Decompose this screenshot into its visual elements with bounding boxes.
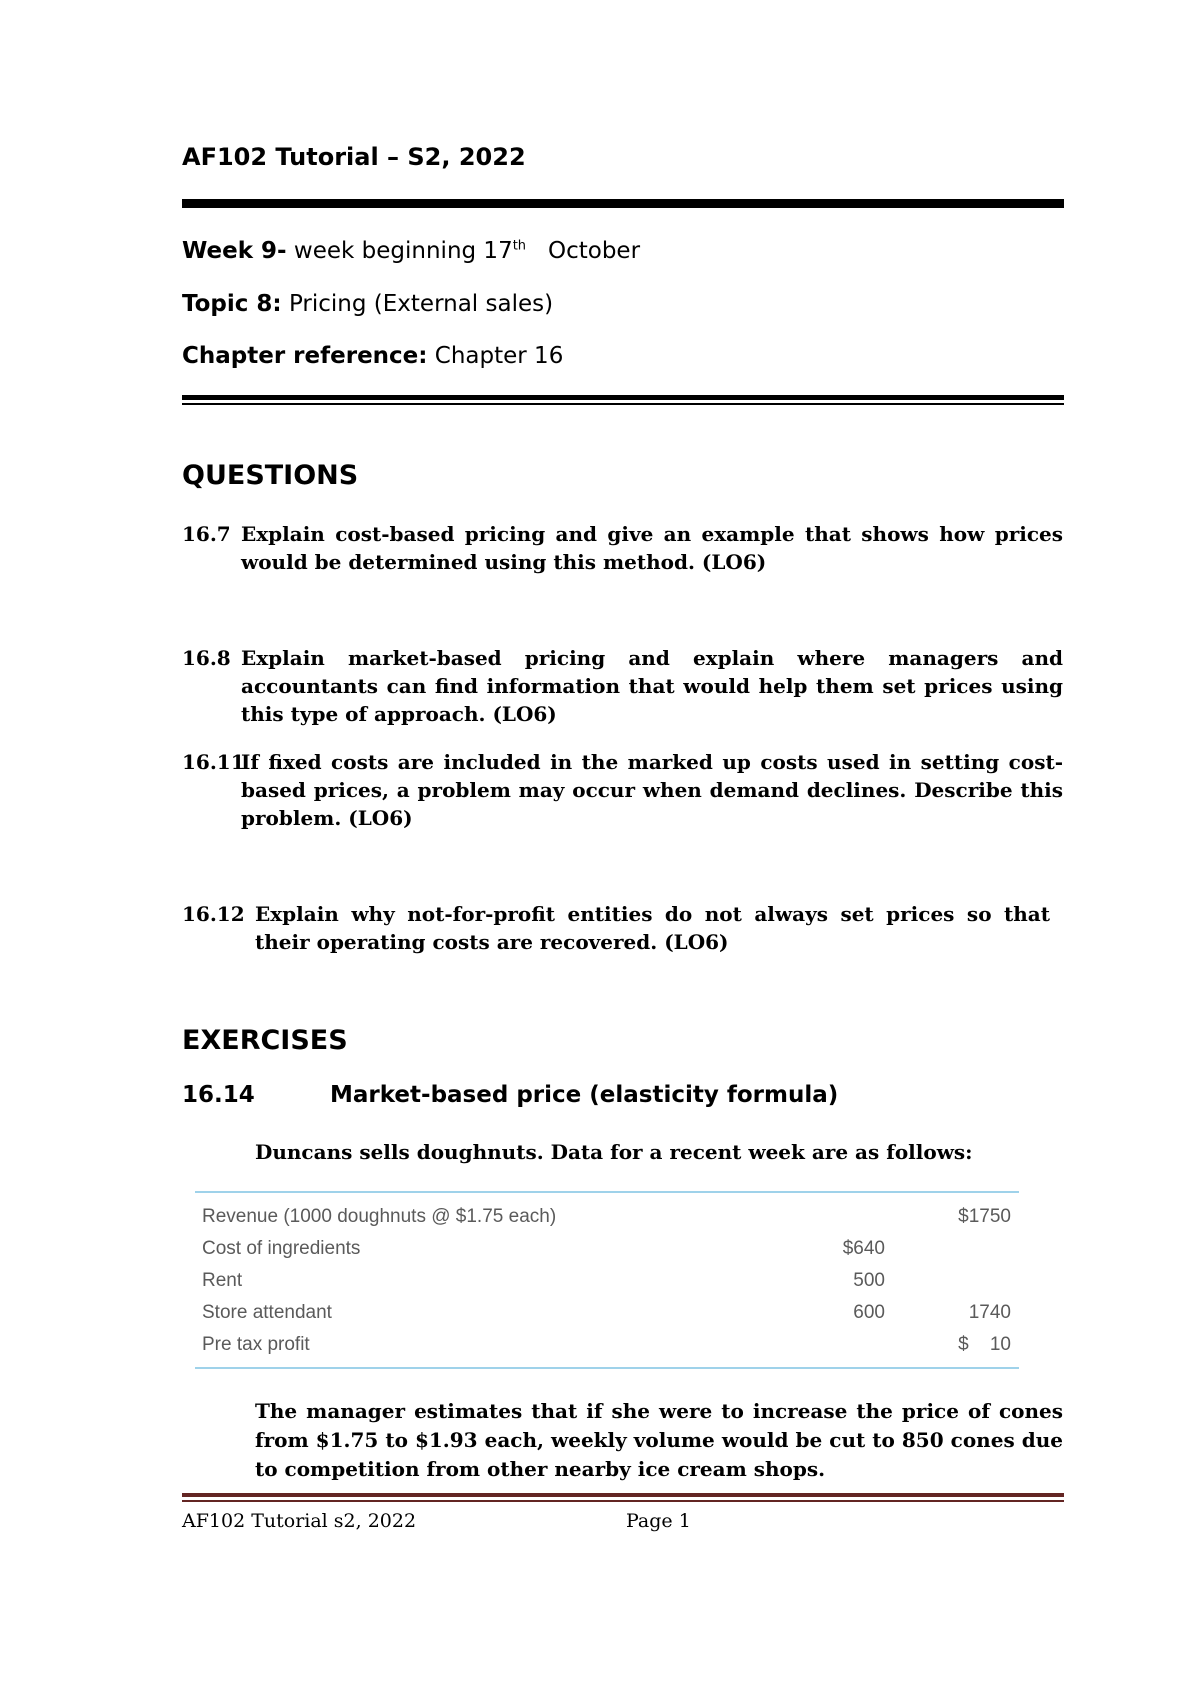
footer-title: AF102 Tutorial s2, 2022: [182, 1510, 417, 1532]
question-item: [182, 520, 1062, 580]
question-text: If fixed costs are included in the marked up costs used in setting cost-based prices, a problem may occur when demand declines. Describe this problem. (LO6): [241, 750, 1063, 830]
exercise-title: Market-based price (elasticity formula): [330, 1082, 839, 1108]
row-cost: 500: [853, 1270, 885, 1291]
table-row: [195, 1206, 1019, 1238]
table-bottom-rule: [195, 1367, 1019, 1369]
exercise-followup: The manager estimates that if she were to increase the price of cones from $1.75 to $1.93 each, weekly volume would be cut to 850 cones due to competition from other nearby ice cream shops.: [255, 1399, 1063, 1481]
row-cost: $640: [842, 1238, 885, 1259]
header-rule-top: [182, 395, 1064, 400]
row-label: Pre tax profit: [202, 1334, 310, 1355]
row-label: Revenue (1000 doughnuts @ $1.75 each): [202, 1206, 557, 1227]
question-text: Explain market-based pricing and explain where managers and accountants can find information that would help them set prices using this type of approach. (LO6): [241, 646, 1063, 726]
row-total: $1750: [958, 1206, 1011, 1227]
week-text: week beginning 17: [286, 238, 513, 264]
topic-line: [182, 291, 553, 317]
header-rule-bottom: [182, 403, 1064, 405]
question-number: 16.7: [182, 522, 231, 546]
question-text: Explain cost-based pricing and give an example that shows how prices would be determined using this method. (LO6): [241, 522, 1063, 574]
page-number: Page 1: [626, 1510, 691, 1532]
questions-heading: QUESTIONS: [182, 460, 359, 491]
row-total: 1740: [968, 1302, 1011, 1323]
document-title: AF102 Tutorial – S2, 2022: [182, 143, 526, 171]
table-row: [195, 1302, 1019, 1334]
question-item: [182, 644, 1062, 732]
table-top-rule: [195, 1191, 1019, 1193]
exercise-number: 16.14: [182, 1082, 255, 1108]
row-label: Cost of ingredients: [202, 1238, 361, 1259]
chapter-line: [182, 343, 563, 369]
topic-text: Pricing (External sales): [281, 291, 554, 317]
question-number: 16.11: [182, 750, 245, 774]
question-item: [182, 900, 1062, 960]
row-label: Store attendant: [202, 1302, 332, 1323]
question-number: 16.8: [182, 646, 231, 670]
question-number: 16.12: [182, 902, 245, 926]
table-row: [195, 1334, 1019, 1366]
table-row: [195, 1270, 1019, 1302]
week-month: October: [547, 238, 641, 264]
chapter-text: Chapter 16: [427, 343, 564, 369]
row-total: $ 10: [958, 1334, 1011, 1355]
table-row: [195, 1238, 1019, 1270]
row-label: Rent: [202, 1270, 243, 1291]
footer-rule-top: [182, 1493, 1064, 1497]
row-cost: 600: [853, 1302, 885, 1323]
question-item: [182, 748, 1062, 836]
exercise-intro: Duncans sells doughnuts. Data for a recent week are as follows:: [255, 1140, 973, 1164]
week-label: Week 9-: [182, 238, 287, 264]
week-sup: th: [512, 238, 527, 254]
title-rule: [182, 199, 1064, 208]
exercises-heading: EXERCISES: [182, 1025, 348, 1056]
footer-rule-bottom: [182, 1500, 1064, 1502]
question-text: Explain why not-for-profit entities do not always set prices so that their operating costs are recovered. (LO6): [255, 902, 1050, 954]
data-table: [195, 1191, 1019, 1369]
topic-label: Topic 8:: [182, 291, 282, 317]
week-line: [182, 238, 640, 264]
chapter-label: Chapter reference:: [182, 343, 428, 369]
